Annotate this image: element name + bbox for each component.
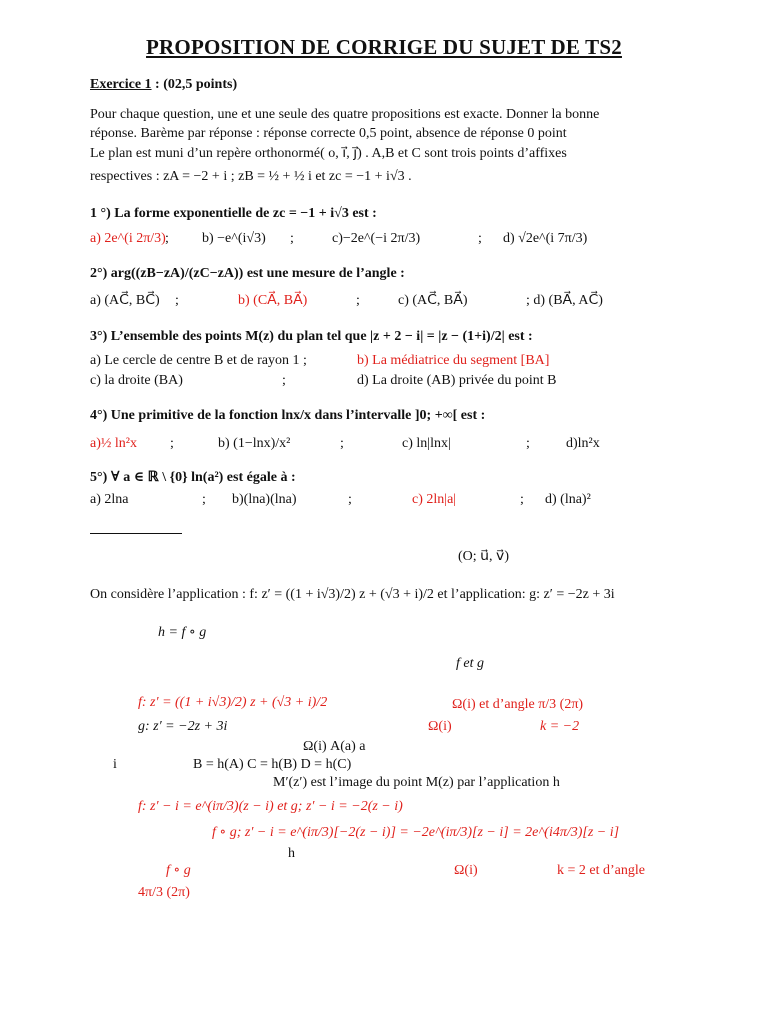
q4-option-a: a)½ ln²x	[90, 436, 137, 451]
q1-option-d: d) √2e^(i 7π/3)	[503, 231, 588, 246]
g-expression: g: z′ = −2z + 3i	[138, 719, 228, 734]
intro-line-4: respectives : zA = −2 + i ; zB = ½ + ½ i et zc = −1 + i√3 .	[90, 169, 412, 184]
fg-forms: f: z′ − i = e^(iπ/3)(z − i) et g; z′ − i = −2(z − i)	[138, 799, 403, 814]
q4-sep-1: ;	[170, 436, 174, 451]
q2-sep-2: ;	[356, 293, 360, 308]
q5-option-c: c) 2ln|a|	[412, 492, 457, 507]
q5-option-d: d) (lna)²	[545, 492, 591, 507]
q4-sep-3: ;	[526, 436, 530, 451]
q2-option-c: c) (AC⃗, BA⃗)	[398, 293, 468, 308]
angle-2: 4π/3 (2π)	[138, 885, 190, 900]
bcd-line: B = h(A) C = h(B) D = h(C)	[193, 757, 352, 772]
q5-question: 5°) ∀ a ∈ ℝ \ {0} ln(a²) est égale à :	[90, 470, 296, 485]
page-title: PROPOSITION DE CORRIGE DU SUJET DE TS2	[146, 35, 622, 59]
frame-label: (O; u⃗, v⃗)	[458, 549, 509, 564]
q5-sep-2: ;	[348, 492, 352, 507]
q3-question: 3°) L’ensemble des points M(z) du plan tel que |z + 2 − i| = |z − (1+i)/2| est :	[90, 329, 533, 344]
exercise-points: (02,5 points)	[163, 77, 238, 92]
q5-option-a: a) 2lna	[90, 492, 129, 507]
intro-line-3: Le plan est muni d’un repère orthonormé( o, i⃗, j⃗) . A,B et C sont trois points d’affixes	[90, 146, 567, 161]
q4-option-c: c) ln|lnx|	[402, 436, 451, 451]
q4-option-d: d)ln²x	[566, 436, 600, 451]
q4-question: 4°) Une primitive de la fonction lnx/x dans l’intervalle ]0; +∞[ est :	[90, 408, 486, 423]
q3-option-a: a) Le cercle de centre B et de rayon 1 ;	[90, 353, 307, 368]
exercise-label: Exercice 1	[90, 77, 152, 92]
q5-sep-1: ;	[202, 492, 206, 507]
q3-option-d: d) La droite (AB) privée du point B	[357, 373, 557, 388]
intro-line-2: réponse. Barème par réponse : réponse correcte 0,5 point, absence de réponse 0 point	[90, 126, 567, 141]
fog-form: f ∘ g; z′ − i = e^(iπ/3)[−2(z − i)] = −2e^(iπ/3)[z − i] = 2e^(i4π/3)[z − i]	[212, 825, 620, 840]
q2-sep-1: ;	[175, 293, 179, 308]
h-label: h	[288, 846, 295, 861]
omega-center-2: Ω(i)	[454, 863, 478, 878]
q4-sep-2: ;	[340, 436, 344, 451]
intro-line-1: Pour chaque question, une et une seule des quatre propositions est exacte. Donner la bonne	[90, 107, 600, 122]
exercise-heading	[90, 76, 237, 94]
f-center-angle: Ω(i) et d’angle π/3 (2π)	[452, 697, 584, 712]
omega-a-line: Ω(i) A(a) a	[303, 739, 366, 754]
image-point-line: M′(z′) est l’image du point M(z) par l’application h	[273, 775, 560, 790]
q1-question: 1 °) La forme exponentielle de zc = −1 + i√3 est :	[90, 206, 377, 221]
h-definition: h = f ∘ g	[158, 625, 207, 640]
q1-option-c: c)−2e^(−i 2π/3)	[332, 231, 421, 246]
q3-sep-1: ;	[282, 373, 286, 388]
q2-option-b: b) (CA⃗, BA⃗)	[238, 293, 308, 308]
q3-option-c: c) la droite (BA)	[90, 373, 183, 388]
q2-option-a: a) (AC⃗, BC⃗)	[90, 293, 160, 308]
fog-label: f ∘ g	[166, 863, 191, 878]
q1-option-a: a) 2e^(i 2π/3)	[90, 231, 166, 246]
q1-option-b: b) −e^(i√3)	[202, 231, 266, 246]
q3-option-b: b) La médiatrice du segment [BA]	[357, 353, 550, 368]
exercise-sep: :	[151, 77, 164, 92]
ratio-angle-2: k = 2 et d’angle	[557, 863, 645, 878]
g-ratio: k = −2	[540, 719, 580, 734]
q2-question: 2°) arg((zB−zA)/(zC−zA)) est une mesure de l’angle :	[90, 266, 405, 281]
f-and-g: f et g	[456, 656, 484, 671]
q1-sep-3: ;	[478, 231, 482, 246]
f-red-expression: f: z′ = ((1 + i√3)/2) z + (√3 + i)/2	[138, 695, 328, 710]
q1-sep-2: ;	[290, 231, 294, 246]
g-center: Ω(i)	[428, 719, 452, 734]
q5-sep-3: ;	[520, 492, 524, 507]
section-divider	[90, 533, 182, 534]
q2-option-d: ; d) (BA⃗, AC⃗)	[526, 293, 603, 308]
applications-line: On considère l’application : f: z′ = ((1 + i√3)/2) z + (√3 + i)/2 et l’application: g: z′ = −2z + 3i	[90, 587, 615, 602]
q1-sep-1: ;	[165, 231, 169, 246]
i-label: i	[113, 757, 117, 772]
q5-option-b: b)(lna)(lna)	[232, 492, 297, 507]
q4-option-b: b) (1−lnx)/x²	[218, 436, 291, 451]
